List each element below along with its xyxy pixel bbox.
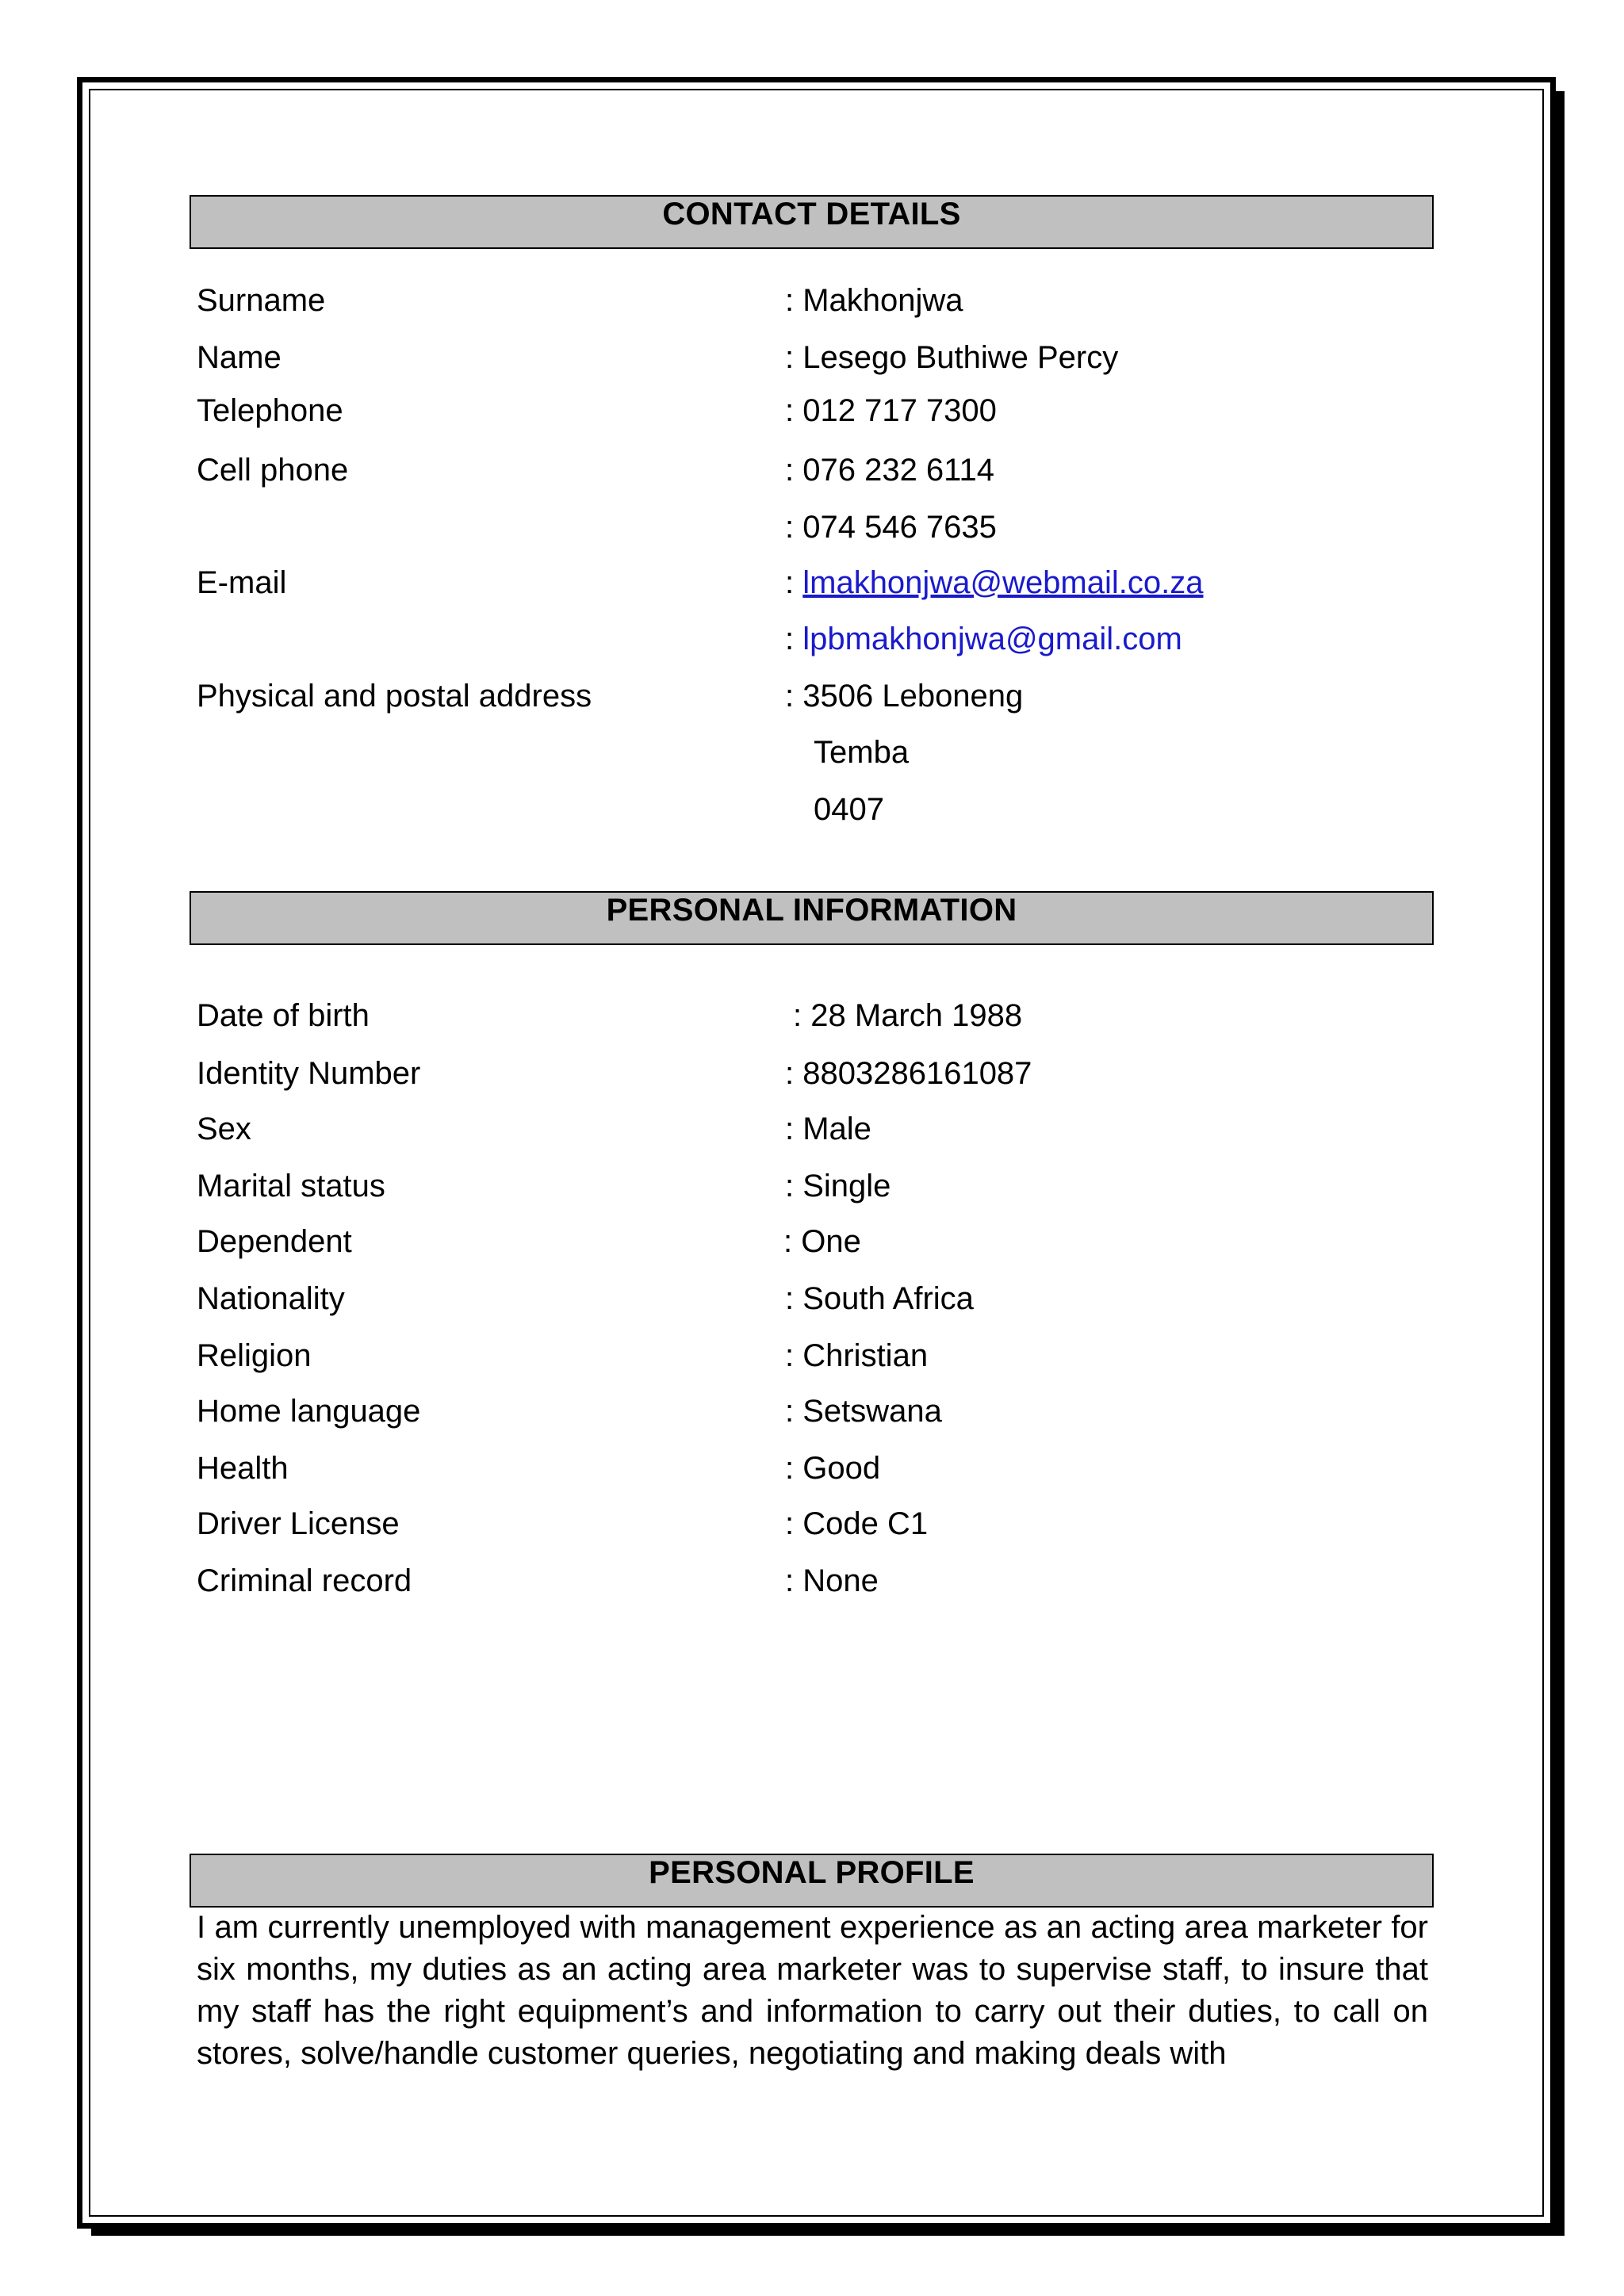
- personal-label: Marital status: [197, 1169, 385, 1203]
- contact-value: 0407: [814, 792, 884, 827]
- personal-label: Identity Number: [197, 1056, 421, 1091]
- personal-row-id: [197, 1054, 1434, 1093]
- personal-value: : 8803286161087: [785, 1056, 1032, 1091]
- personal-row-dependent: [197, 1222, 1434, 1261]
- personal-label: Home language: [197, 1394, 421, 1429]
- personal-value: : Male: [785, 1112, 871, 1146]
- contact-row-telephone: [197, 391, 1434, 430]
- personal-row-health: [197, 1448, 1434, 1488]
- personal-label: Religion: [197, 1338, 312, 1373]
- email-prefix: :: [785, 622, 803, 656]
- personal-row-religion: [197, 1336, 1434, 1376]
- personal-row-driver-license: [197, 1504, 1434, 1544]
- email-prefix: :: [785, 565, 803, 600]
- personal-profile-text: I am currently unemployed with management experience as an acting area marketer for six months, my duties as an acting area marketer was to supervise staff, to insure that my staff has the right equipment’s and information to carry out their duties, to call on stores, solve/handle customer queries, negotiating and making deals with: [197, 1910, 1428, 2071]
- contact-row-address: [197, 676, 1434, 716]
- personal-value: : Christian: [785, 1338, 929, 1373]
- contact-row-surname: [197, 281, 1434, 320]
- contact-row-email: [197, 563, 1434, 603]
- personal-value: : Setswana: [785, 1394, 942, 1429]
- email-link-gmail[interactable]: lpbmakhonjwa@gmail.com: [802, 622, 1182, 656]
- contact-row-address-3: [197, 790, 1434, 829]
- personal-row-dob: [197, 996, 1434, 1035]
- personal-label: Date of birth: [197, 998, 370, 1033]
- personal-row-marital: [197, 1166, 1434, 1206]
- personal-value: : One: [783, 1224, 861, 1259]
- personal-label: Health: [197, 1451, 289, 1486]
- contact-value: [785, 563, 1204, 603]
- personal-value: : Single: [785, 1169, 891, 1203]
- contact-value: Temba: [814, 735, 910, 770]
- contact-label: Physical and postal address: [197, 679, 592, 714]
- contact-label: Telephone: [197, 393, 343, 428]
- contact-row-name: [197, 338, 1434, 377]
- contact-label: E-mail: [197, 565, 287, 600]
- personal-label: Criminal record: [197, 1563, 412, 1598]
- contact-value: : 076 232 6114: [785, 453, 994, 488]
- personal-value: : None: [785, 1563, 879, 1598]
- contact-label: Surname: [197, 283, 326, 318]
- contact-value: : 074 546 7635: [785, 510, 997, 545]
- personal-profile-header: PERSONAL PROFILE: [190, 1854, 1434, 1908]
- personal-label: Dependent: [197, 1224, 352, 1259]
- contact-value: : Lesego Buthiwe Percy: [785, 340, 1119, 375]
- personal-row-sex: [197, 1109, 1434, 1149]
- contact-details-header: CONTACT DETAILS: [190, 195, 1434, 249]
- contact-row-cellphone: [197, 450, 1434, 490]
- personal-label: Driver License: [197, 1506, 400, 1541]
- personal-information-header: PERSONAL INFORMATION: [190, 891, 1434, 945]
- personal-row-home-language: [197, 1391, 1434, 1431]
- contact-value: [785, 619, 1182, 659]
- personal-value: : South Africa: [785, 1281, 974, 1316]
- personal-label: Sex: [197, 1112, 251, 1146]
- contact-row-email-2: [197, 619, 1434, 659]
- contact-value: : 012 717 7300: [785, 393, 997, 428]
- contact-label: Name: [197, 340, 282, 375]
- personal-value: : Code C1: [785, 1506, 929, 1541]
- personal-value: : Good: [785, 1451, 881, 1486]
- contact-row-cellphone-2: [197, 507, 1434, 547]
- personal-row-criminal-record: [197, 1561, 1434, 1601]
- contact-value: : 3506 Leboneng: [785, 679, 1024, 714]
- contact-value: : Makhonjwa: [785, 283, 963, 318]
- contact-row-address-2: [197, 733, 1434, 772]
- personal-row-nationality: [197, 1279, 1434, 1318]
- personal-label: Nationality: [197, 1281, 345, 1316]
- email-link-webmail[interactable]: lmakhonjwa@webmail.co.za: [802, 565, 1204, 600]
- personal-value: : 28 March 1988: [793, 998, 1023, 1033]
- contact-label: Cell phone: [197, 453, 349, 488]
